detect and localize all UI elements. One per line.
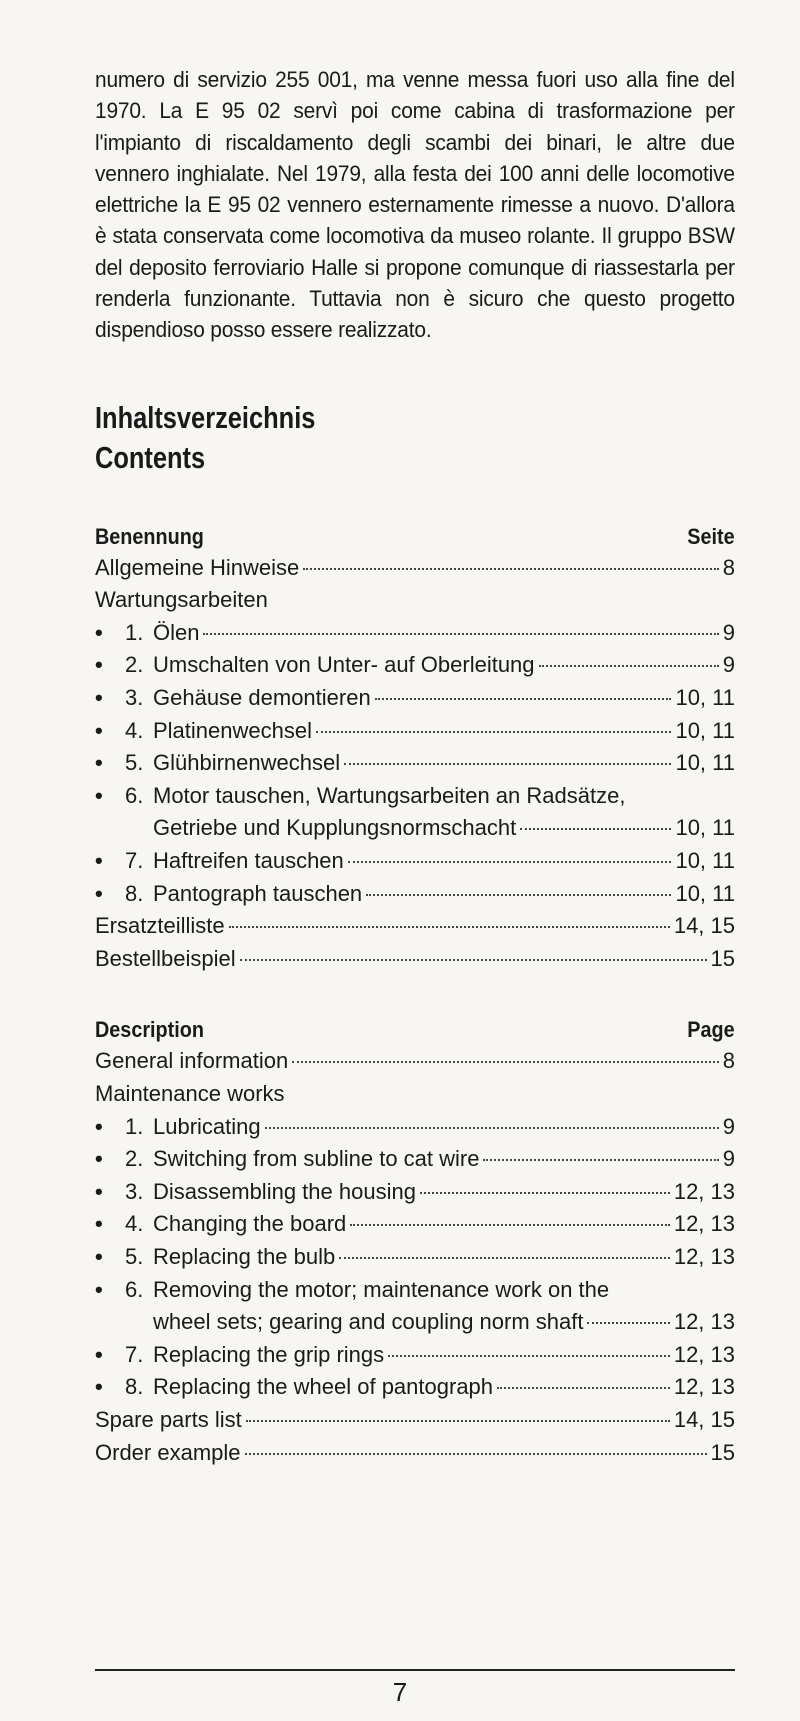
dot-leader — [483, 1159, 718, 1161]
toc-entry-page: 8 — [722, 1048, 735, 1074]
toc-entry-number: 2. — [125, 1146, 144, 1172]
bullet-icon: • — [95, 717, 103, 743]
bullet-icon: • — [95, 1113, 103, 1139]
heading-english: Contents — [95, 439, 206, 475]
toc-entry-page: 10, 11 — [675, 685, 735, 711]
bullet-icon: • — [95, 1374, 103, 1400]
toc-entry-page: 12, 13 — [673, 1211, 735, 1237]
toc-entry[interactable] — [95, 1371, 735, 1404]
bullet-icon: • — [95, 1178, 103, 1204]
bullet-icon: • — [95, 1341, 103, 1367]
dot-leader — [246, 1420, 670, 1422]
toc-entry-number: 5. — [125, 1243, 144, 1269]
toc-entry-label: Gehäuse demontieren — [153, 685, 371, 711]
toc-entry[interactable] — [95, 1111, 735, 1144]
toc-entry[interactable] — [95, 1241, 735, 1274]
toc-entry-number: 1. — [125, 1113, 144, 1139]
toc-entry-label: Allgemeine Hinweise — [95, 554, 300, 580]
toc-entry[interactable] — [95, 649, 735, 682]
toc-entry-page: 12, 13 — [673, 1341, 735, 1367]
toc-entry-number: 4. — [125, 717, 144, 743]
column-label-right: Page — [687, 1017, 735, 1043]
toc-entry[interactable] — [95, 878, 735, 911]
toc-entry-number: 8. — [125, 880, 144, 906]
toc-entry-label: Bestellbeispiel — [95, 945, 236, 971]
dot-leader — [245, 1453, 707, 1455]
toc-entry-number: 4. — [125, 1211, 144, 1237]
toc-entry-label: Lubricating — [153, 1113, 261, 1139]
dot-leader — [316, 731, 671, 733]
toc-english — [95, 1015, 735, 1469]
toc-entry-label: Changing the board — [153, 1211, 347, 1237]
toc-entry-label: wheel sets; gearing and coupling norm shaft — [153, 1309, 584, 1335]
heading-german: Inhaltsverzeichnis — [95, 399, 316, 435]
bullet-icon: • — [95, 782, 103, 808]
toc-header — [95, 1015, 735, 1045]
dot-leader — [497, 1387, 670, 1389]
toc-entry[interactable] — [95, 1339, 735, 1372]
dot-leader — [587, 1322, 669, 1324]
toc-header — [95, 522, 735, 552]
toc-entry-page: 10, 11 — [675, 750, 735, 776]
dot-leader — [292, 1061, 719, 1063]
toc-section-label: Wartungsarbeiten — [95, 587, 268, 613]
toc-entry-page: 8 — [722, 554, 735, 580]
toc-entry[interactable] — [95, 617, 735, 650]
toc-entry-page: 14, 15 — [673, 913, 735, 939]
toc-entry-number: 5. — [125, 750, 144, 776]
dot-leader — [339, 1257, 670, 1259]
toc-entry-page: 15 — [710, 945, 735, 971]
toc-entry-label: Spare parts list — [95, 1406, 242, 1432]
toc-entry-label: Replacing the bulb — [153, 1243, 336, 1269]
dot-leader — [539, 665, 719, 667]
toc-entry[interactable] — [95, 1208, 735, 1241]
toc-entry-page: 15 — [710, 1439, 735, 1465]
toc-entry-page: 9 — [722, 1113, 735, 1139]
dot-leader — [520, 828, 671, 830]
toc-entry[interactable] — [95, 845, 735, 878]
toc-entry-label: Ersatzteilliste — [95, 913, 225, 939]
dot-leader — [265, 1127, 719, 1129]
bullet-icon: • — [95, 619, 103, 645]
toc-entry-label: Ölen — [153, 619, 200, 645]
toc-entry-number: 3. — [125, 1178, 144, 1204]
footer-rule — [95, 1669, 735, 1671]
toc-entry-page: 10, 11 — [675, 815, 735, 841]
toc-entry-label: Replacing the wheel of pantograph — [153, 1374, 494, 1400]
dot-leader — [366, 894, 671, 896]
toc-entry-label: Pantograph tauschen — [153, 880, 363, 906]
toc-entry-label: Glühbirnenwechsel — [153, 750, 341, 776]
toc-entry-label: Motor tauschen, Wartungsarbeiten an Radsätze, — [153, 782, 626, 808]
toc-entry[interactable] — [95, 682, 735, 715]
toc-entry[interactable] — [95, 552, 735, 585]
toc-section-heading — [95, 584, 735, 617]
toc-section-label: Maintenance works — [95, 1080, 285, 1106]
toc-entry-label: Disassembling the housing — [153, 1178, 416, 1204]
toc-entry[interactable] — [95, 780, 735, 813]
toc-entry-continuation[interactable] — [95, 812, 735, 845]
bullet-icon: • — [95, 880, 103, 906]
toc-entry-number: 6. — [125, 1276, 144, 1302]
toc-entry-page: 12, 13 — [673, 1178, 735, 1204]
toc-entry-number: 2. — [125, 652, 144, 678]
bullet-icon: • — [95, 1146, 103, 1172]
dot-leader — [348, 861, 672, 863]
toc-entry-page: 12, 13 — [673, 1243, 735, 1269]
dot-leader — [229, 926, 670, 928]
dot-leader — [388, 1355, 670, 1357]
toc-entry-page: 9 — [722, 1146, 735, 1172]
toc-german — [95, 522, 735, 976]
bullet-icon: • — [95, 1211, 103, 1237]
dot-leader — [375, 698, 672, 700]
column-label-right: Seite — [687, 523, 735, 549]
dot-leader — [350, 1224, 670, 1226]
toc-entry[interactable] — [95, 1437, 735, 1470]
toc-entry-label: Getriebe und Kupplungsnormschacht — [153, 815, 517, 841]
bullet-icon: • — [95, 1243, 103, 1269]
bullet-icon: • — [95, 1276, 103, 1302]
toc-entry[interactable] — [95, 747, 735, 780]
toc-entry-page: 9 — [722, 619, 735, 645]
toc-entry-label: Umschalten von Unter- auf Oberleitung — [153, 652, 535, 678]
toc-entry[interactable] — [95, 1274, 735, 1307]
toc-entry[interactable] — [95, 1143, 735, 1176]
toc-section-heading — [95, 1078, 735, 1111]
toc-entry-number: 1. — [125, 619, 144, 645]
toc-entry[interactable] — [95, 1045, 735, 1078]
toc-entry[interactable] — [95, 943, 735, 976]
toc-entry-label: General information — [95, 1048, 289, 1074]
intro-section — [95, 64, 735, 346]
toc-entry-page: 10, 11 — [675, 880, 735, 906]
toc-entry-page: 9 — [722, 652, 735, 678]
contents-headings — [95, 398, 735, 478]
toc-entry-number: 8. — [125, 1374, 144, 1400]
dot-leader — [303, 568, 719, 570]
toc-entry-continuation[interactable] — [95, 1306, 735, 1339]
toc-items — [95, 1111, 735, 1404]
bullet-icon: • — [95, 750, 103, 776]
bullet-icon: • — [95, 652, 103, 678]
toc-entry-label: Platinenwechsel — [153, 717, 312, 743]
toc-entry[interactable] — [95, 910, 735, 943]
toc-entry-page: 14, 15 — [673, 1406, 735, 1432]
toc-entry[interactable] — [95, 1176, 735, 1209]
toc-entry-label: Switching from subline to cat wire — [153, 1146, 480, 1172]
dot-leader — [420, 1192, 670, 1194]
toc-entry[interactable] — [95, 715, 735, 748]
toc-entry-page: 10, 11 — [675, 848, 735, 874]
toc-entry-number: 3. — [125, 685, 144, 711]
column-label-left: Description — [95, 1017, 204, 1043]
toc-entry-label: Replacing the grip rings — [153, 1341, 385, 1367]
toc-entry-number: 6. — [125, 782, 144, 808]
bullet-icon: • — [95, 848, 103, 874]
toc-entry-page: 12, 13 — [673, 1309, 735, 1335]
toc-entry-label: Order example — [95, 1439, 241, 1465]
toc-entry-number: 7. — [125, 848, 144, 874]
toc-entry-page: 12, 13 — [673, 1374, 735, 1400]
dot-leader — [240, 959, 707, 961]
toc-items — [95, 617, 735, 910]
toc-entry-number: 7. — [125, 1341, 144, 1367]
toc-entry[interactable] — [95, 1404, 735, 1437]
toc-entry-label: Haftreifen tauschen — [153, 848, 344, 874]
document-page — [95, 64, 735, 1469]
dot-leader — [344, 763, 671, 765]
toc-entry-page: 10, 11 — [675, 717, 735, 743]
page-number: 7 — [392, 1677, 408, 1707]
bullet-icon: • — [95, 685, 103, 711]
toc-entry-label: Removing the motor; maintenance work on the — [153, 1276, 610, 1302]
dot-leader — [203, 633, 718, 635]
column-label-left: Benennung — [95, 523, 204, 549]
intro-paragraph: numero di servizio 255 001, ma venne messa fuori uso alla fine del 1970. La E 95 02 servì poi come cabina di trasformazione per l'impianto di riscaldamento degli scambi dei binari, le altre due vennero inghialate. Nel 1979, alla festa dei 100 anni delle locomotive elettriche la E 95 02 vennero esternamente rimesse a nuovo. D'allora è stata conservata come locomotiva da museo rolante. Il gruppo BSW del deposito ferroviario Halle si propone comunque di riassestarla per renderla funzionante. Tuttavia non è sicuro che questo progetto dispendioso posso essere realizzato. — [95, 67, 735, 343]
